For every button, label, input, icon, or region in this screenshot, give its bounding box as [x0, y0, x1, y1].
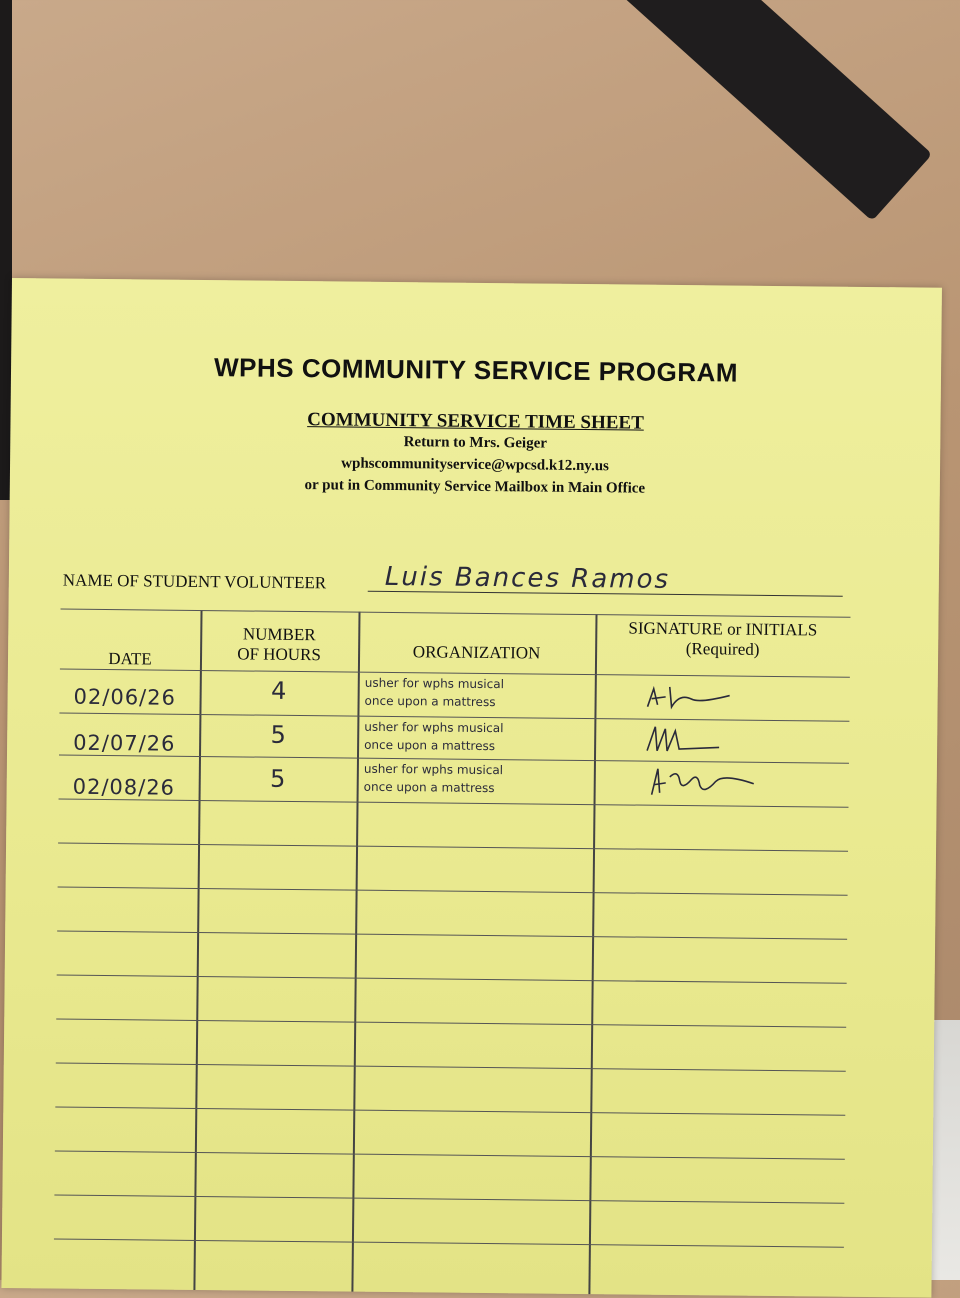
signature-header-line1: SIGNATURE or INITIALS: [628, 618, 818, 640]
row2-org-line1: usher for wphs musical: [364, 719, 504, 736]
row-line: [56, 1063, 846, 1072]
column-divider: [351, 612, 360, 1292]
row-line: [58, 843, 848, 852]
column-divider: [193, 610, 202, 1290]
row1-date: 02/06/26: [73, 684, 177, 710]
row-line: [57, 975, 847, 984]
signature-header-line2: (Required): [685, 639, 760, 659]
hours-table: [53, 609, 850, 1297]
program-title: WPHS COMMUNITY SERVICE PROGRAM: [213, 352, 739, 388]
row-line: [54, 1194, 844, 1203]
row3-hours: 5: [269, 764, 286, 793]
black-strap: [560, 0, 932, 221]
row1-signature: [639, 681, 859, 715]
row2-date: 02/07/26: [73, 730, 176, 756]
row2-hours: 5: [270, 720, 287, 749]
row3-signature: [644, 765, 864, 799]
return-to-line: Return to Mrs. Geiger: [403, 434, 548, 452]
column-divider: [588, 614, 597, 1294]
hours-header-line1: NUMBER: [242, 624, 316, 645]
row-line: [55, 1150, 845, 1159]
row-line: [54, 1238, 844, 1247]
date-header: DATE: [108, 649, 152, 669]
row3-date: 02/08/26: [72, 774, 176, 800]
mailbox-line: or put in Community Service Mailbox in Main Office: [304, 477, 646, 497]
row2-signature: [639, 723, 859, 757]
row-line: [59, 799, 849, 808]
row-line: [55, 1106, 845, 1115]
organization-header: ORGANIZATION: [412, 642, 541, 663]
row-line: [58, 887, 848, 896]
row-line: [57, 931, 847, 940]
volunteer-name-label: NAME OF STUDENT VOLUNTEER: [62, 570, 327, 593]
row-line: [56, 1019, 846, 1028]
row3-org-line2: once upon a mattress: [363, 779, 495, 796]
row1-org-line2: once upon a mattress: [364, 693, 496, 710]
row3-org-line1: usher for wphs musical: [363, 761, 504, 778]
table-top-line: [61, 609, 851, 618]
hours-header-line2: OF HOURS: [237, 644, 321, 665]
volunteer-name-handwritten: Luis Bances Ramos: [384, 561, 671, 595]
row1-org-line1: usher for wphs musical: [364, 675, 505, 692]
time-sheet-paper: [1, 278, 942, 1298]
row1-hours: 4: [270, 676, 287, 705]
volunteer-name-row: [63, 559, 843, 599]
row2-org-line2: once upon a mattress: [364, 737, 496, 754]
sheet-title: COMMUNITY SERVICE TIME SHEET: [307, 409, 644, 434]
email-line: wphscommunityservice@wpcsd.k12.ny.us: [341, 455, 610, 475]
